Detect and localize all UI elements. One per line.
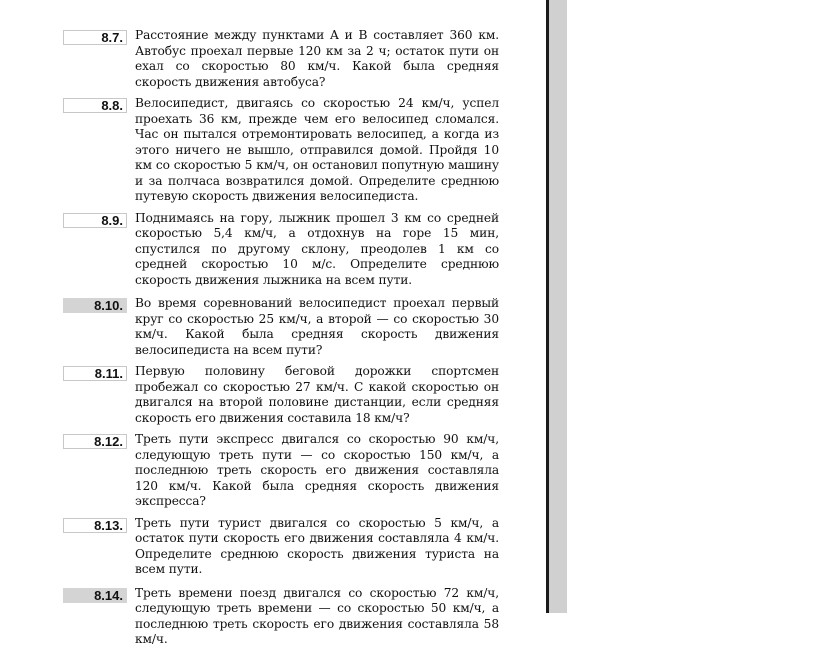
problem-8-9 (63, 211, 503, 289)
problem-text: Первую половину беговой дорожки спортсмен пробежал со скоростью 27 км/ч. С какой скоростью он двигался на второй половине дистанции, если средняя скорость его движения составила 18 км/ч? (135, 364, 499, 425)
problem-number: 8.7. (63, 30, 127, 45)
problem-text: Расстояние между пунктами A и B составляет 360 км. Автобус проехал первые 120 км за 2 ч; остаток пути он ехал со скоростью 80 км/ч. Какой была средняя скорость движения автобуса? (135, 28, 499, 89)
problem-8-8 (63, 96, 503, 205)
problem-text: Треть времени поезд двигался со скоростью 72 км/ч, следующую треть времени — со скоростью 50 км/ч, а последнюю треть скорость его движения составляла 58 км/ч. (135, 585, 499, 646)
problem-8-14 (63, 586, 503, 648)
problem-8-13 (63, 516, 503, 578)
problem-8-11 (63, 364, 503, 426)
problem-text: Поднимаясь на гору, лыжник прошел 3 км со средней скоростью 5,4 км/ч, а отдохнув на горе 15 мин, спустился по другому склону, преодолев 1 км со средней скоростью 10 м/с. Определите среднюю скорость движения лыжника на всем пути. (135, 210, 499, 287)
problem-text: Велосипедист, двигаясь со скоростью 24 км/ч, успел проехать 36 км, прежде чем его велосипед сломался. Час он пытался отремонтировать велосипед, а когда из этого ничего не вышло, отправился домой. Пройдя 10 км со скоростью 5 км/ч, он остановил попутную машину и за полчаса возвратился домой. Определите среднюю путевую скорость движения велосипедиста. (135, 96, 499, 203)
viewer-gutter (549, 0, 567, 613)
problem-number: 8.11. (63, 366, 127, 381)
problem-list (63, 28, 503, 654)
problem-number: 8.12. (63, 434, 127, 449)
problem-number: 8.10. (63, 298, 127, 313)
problem-number: 8.13. (63, 518, 127, 533)
problem-8-10 (63, 296, 503, 358)
problem-text: Треть пути турист двигался со скоростью 5 км/ч, а остаток пути скорость его движения составляла 4 км/ч. Определите среднюю скорость движения туриста на всем пути. (135, 515, 499, 576)
problem-text: Треть пути экспресс двигался со скоростью 90 км/ч, следующую треть пути — со скоростью 150 км/ч, а последнюю треть скорость его движения составляла 120 км/ч. Какой была средняя скорость движения экспресса? (135, 432, 499, 508)
problem-number: 8.14. (63, 588, 127, 603)
problem-text: Во время соревнований велосипедист проехал первый круг со скоростью 25 км/ч, а второй — со скоростью 30 км/ч. Какой была средняя скорость движения велосипедиста на всем пути? (135, 296, 499, 357)
problem-8-7 (63, 28, 503, 90)
problem-number: 8.8. (63, 98, 127, 113)
problem-8-12 (63, 432, 503, 510)
problem-number: 8.9. (63, 213, 127, 228)
